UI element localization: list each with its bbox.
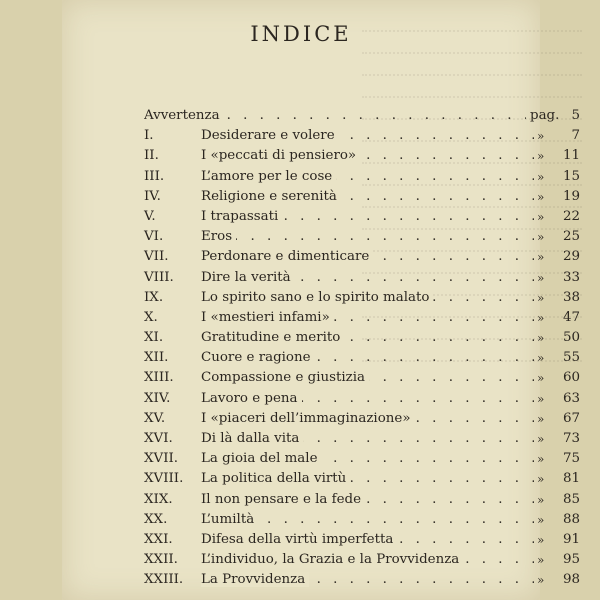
chapter-page: 7 (571, 128, 580, 144)
toc-entry-row (144, 389, 584, 409)
chapter-number: VI. (144, 229, 164, 245)
toc-entry-row (144, 409, 584, 429)
ditto-mark: » (537, 169, 545, 184)
toc-intro-title: Avvertenza . . . (144, 106, 526, 126)
ditto-mark: » (537, 290, 545, 305)
chapter-title: Cuore e ragione . . . (201, 348, 534, 368)
chapter-page: 38 (562, 289, 580, 305)
chapter-number: XI. (144, 330, 164, 346)
ditto-mark: » (537, 411, 545, 426)
ditto-mark: » (537, 472, 545, 487)
toc-entry-row (144, 207, 584, 227)
ditto-mark: » (537, 270, 545, 285)
chapter-number: IV. (144, 188, 161, 204)
chapter-title: Religione e serenità . . . (201, 187, 534, 207)
chapter-page: 50 (562, 330, 580, 346)
toc-entry-row (144, 530, 584, 550)
chapter-number: XII. (144, 350, 169, 366)
ditto-mark: » (537, 230, 545, 245)
chapter-title: La gioia del male . . . (201, 449, 534, 469)
chapter-page: 95 (562, 552, 580, 568)
table-of-contents (144, 106, 584, 591)
ditto-mark: » (537, 351, 545, 366)
chapter-page: 11 (562, 148, 580, 164)
page-marker: pag. (530, 108, 560, 123)
chapter-page: 75 (562, 451, 580, 467)
toc-entry-row (144, 227, 584, 247)
chapter-number: VII. (144, 249, 169, 265)
toc-entry-row (144, 550, 584, 570)
chapter-page: 22 (562, 208, 580, 224)
chapter-number: XIV. (144, 390, 171, 406)
chapter-page: 15 (562, 168, 580, 184)
chapter-page: 29 (562, 249, 580, 265)
chapter-number: V. (144, 208, 156, 224)
toc-entry-row (144, 469, 584, 489)
chapter-title: I «peccati di pensiero» . . . (201, 146, 534, 166)
chapter-title: Il non pensare e la fede . . . (201, 490, 534, 510)
chapter-page: 63 (562, 390, 580, 406)
chapter-page: 91 (562, 531, 580, 547)
chapter-number: II. (144, 148, 159, 164)
toc-entry-row (144, 429, 584, 449)
toc-entry-row (144, 449, 584, 469)
chapter-page: 85 (562, 491, 580, 507)
chapter-title: Lo spirito sano e lo spirito malato . . . (201, 288, 534, 308)
chapter-title: I «mestieri infami» . . . (201, 308, 534, 328)
toc-entry-row (144, 308, 584, 328)
chapter-title: Dire la verità . . . (201, 268, 534, 288)
chapter-number: III. (144, 168, 165, 184)
chapter-number: IX. (144, 289, 164, 305)
toc-entry-row (144, 187, 584, 207)
chapter-page: 67 (562, 410, 580, 426)
chapter-title: L’umiltà . . . (201, 510, 534, 530)
chapter-title: L’amore per le cose . . . (201, 167, 534, 187)
chapter-number: XXIII. (144, 572, 184, 588)
chapter-number: XX. (144, 511, 168, 527)
chapter-number: XXI. (144, 531, 173, 547)
chapter-page: 60 (562, 370, 580, 386)
chapter-title: La Provvidenza . . . (201, 570, 534, 590)
chapter-title: Compassione e giustizia . . . (201, 368, 534, 388)
chapter-title: Gratitudine e merito . . . (201, 328, 534, 348)
chapter-page: 81 (562, 471, 580, 487)
chapter-number: X. (144, 309, 158, 325)
ditto-mark: » (537, 331, 545, 346)
ditto-mark: » (537, 250, 545, 265)
ditto-mark: » (537, 310, 545, 325)
chapter-page: 33 (562, 269, 580, 285)
toc-entry-row (144, 167, 584, 187)
toc-entry-row (144, 126, 584, 146)
chapter-page: 55 (562, 350, 580, 366)
chapter-number: I. (144, 128, 154, 144)
ditto-mark: » (537, 432, 545, 446)
chapter-number: XV. (144, 410, 166, 426)
ditto-mark: » (537, 512, 545, 527)
chapter-number: XVI. (144, 431, 173, 446)
toc-entry-row (144, 328, 584, 348)
chapter-title: Lavoro e pena . . . (201, 389, 534, 409)
chapter-page: 88 (562, 511, 580, 527)
toc-intro-row (144, 106, 584, 126)
book-page (62, 0, 580, 600)
ditto-mark: » (537, 189, 545, 204)
ditto-mark: » (537, 553, 545, 568)
chapter-title: Di là dalla vita . . . (201, 429, 534, 449)
chapter-title: Difesa della virtù imperfetta . . . (201, 530, 534, 550)
ditto-mark: » (537, 209, 545, 224)
ditto-mark: » (537, 149, 545, 164)
chapter-number: XIII. (144, 370, 174, 386)
chapter-number: XIX. (144, 491, 173, 507)
chapter-title: Eros . . . (201, 227, 534, 247)
chapter-title: I «piaceri dell’immaginazione» . . . (201, 409, 534, 429)
ditto-mark: » (537, 492, 545, 507)
toc-entry-row (144, 570, 584, 590)
toc-entry-row (144, 510, 584, 530)
toc-entry-row (144, 348, 584, 368)
toc-entry-row (144, 268, 584, 288)
chapter-page: 19 (562, 188, 580, 204)
chapter-number: XVIII. (144, 471, 184, 487)
toc-entry-row (144, 368, 584, 388)
ditto-mark: » (537, 129, 545, 144)
chapter-page: 25 (562, 229, 580, 245)
chapter-title: Perdonare e dimenticare . . . (201, 247, 534, 267)
chapter-title: La politica della virtù . . . (201, 469, 534, 489)
ditto-mark: » (537, 573, 545, 588)
ditto-mark: » (537, 452, 545, 467)
ditto-mark: » (537, 391, 545, 406)
chapter-number: XVII. (144, 451, 179, 467)
ditto-mark: » (537, 371, 545, 386)
chapter-page: 98 (562, 572, 580, 588)
toc-intro-page: 5 (571, 108, 580, 123)
toc-entry-row (144, 288, 584, 308)
chapter-title: Desiderare e volere . . . (201, 126, 534, 146)
chapter-page: 73 (562, 431, 580, 446)
chapter-title: L’individuo, la Grazia e la Provvidenza . . . (201, 550, 534, 570)
chapter-number: XXII. (144, 552, 178, 568)
page-title: INDICE (250, 22, 352, 47)
chapter-page: 47 (562, 309, 580, 325)
toc-entry-row (144, 247, 584, 267)
toc-entry-row (144, 146, 584, 166)
toc-entry-row (144, 490, 584, 510)
ditto-mark: » (537, 532, 545, 547)
chapter-title: I trapassati . . . (201, 207, 534, 227)
chapter-number: VIII. (144, 269, 174, 285)
